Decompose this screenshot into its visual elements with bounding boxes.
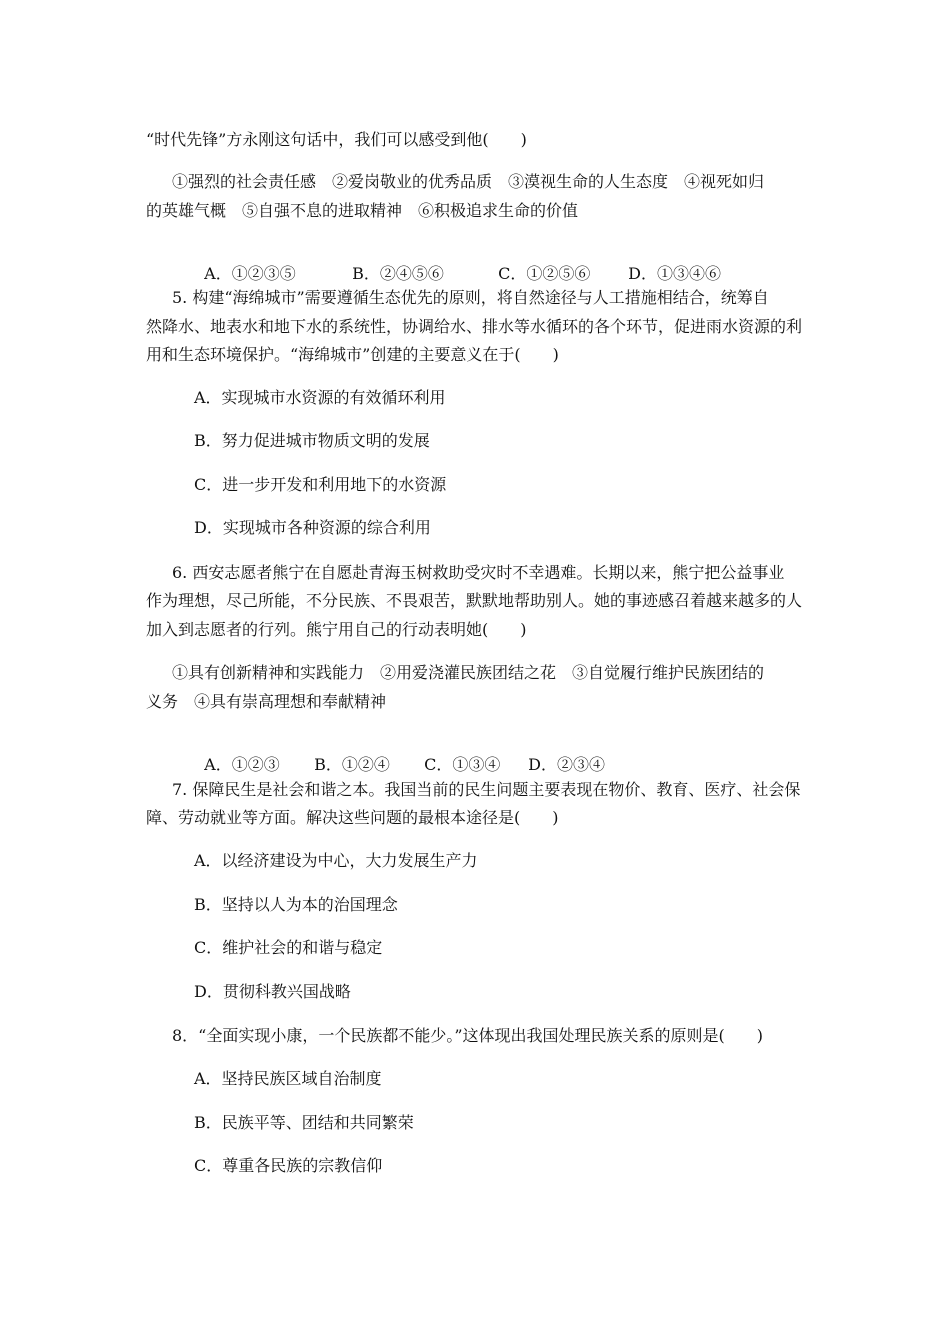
q6-statements-line2: 义务 ④具有崇高理想和奉献精神 [146,692,387,711]
q5-option-c: C．进一步开发和利用地下的水资源 [194,475,447,494]
q4-option-a: A．①②③⑤ [204,264,296,283]
q8-option-b: B．民族平等、团结和共同繁荣 [194,1113,414,1132]
q8-option-c: C．尊重各民族的宗教信仰 [194,1156,383,1175]
q7-option-a: A．以经济建设为中心，大力发展生产力 [194,851,478,870]
q5-stem-line3: 用和生态环境保护。“海绵城市”创建的主要意义在于( ) [146,345,559,364]
q5-stem-line2: 然降水、地表水和地下水的系统性，协调给水、排水等水循环的各个环节，促进雨水资源的利 [146,317,803,336]
q5-stem-line1: 5. 构建“海绵城市”需要遵循生态优先的原则，将自然途径与人工措施相结合，统筹自 [172,288,769,307]
q4-options [194,244,721,284]
q7-option-d: D．贯彻科教兴国战略 [194,982,351,1001]
q6-option-d: D．②③④ [528,755,606,774]
q7-stem-line1: 7. 保障民生是社会和谐之本。我国当前的民生问题主要表现在物价、教育、医疗、社会保 [172,780,801,799]
q5-option-a: A．实现城市水资源的有效循环利用 [194,388,446,407]
q6-option-b: B．①②④ [314,755,390,774]
q6-option-a: A．①②③ [204,755,280,774]
q8-stem-line1: 8．“全面实现小康，一个民族都不能少。”这体现出我国处理民族关系的原则是( ) [172,1026,764,1045]
q4-option-d: D．①③④⑥ [628,264,722,283]
q7-stem-line2: 障、劳动就业等方面。解决这些问题的最根本途径是( ) [146,808,559,827]
q4-statements-line2: 的英雄气概 ⑤自强不息的进取精神 ⑥积极追求生命的价值 [146,201,579,220]
q7-option-c: C．维护社会的和谐与稳定 [194,938,383,957]
q6-option-c: C．①③④ [424,755,501,774]
q6-options [194,735,605,775]
q6-statements-line1: ①具有创新精神和实践能力 ②用爱浇灌民族团结之花 ③自觉履行维护民族团结的 [172,663,765,682]
q6-stem-line1: 6. 西安志愿者熊宁在自愿赴青海玉树救助受灾时不幸遇难。长期以来，熊宁把公益事业 [172,563,785,582]
q4-option-b: B．②④⑤⑥ [352,264,444,283]
q4-statements-line1: ①强烈的社会责任感 ②爱岗敬业的优秀品质 ③漠视生命的人生态度 ④视死如归 [172,172,765,191]
q6-stem-line3: 加入到志愿者的行列。熊宁用自己的行动表明她( ) [146,620,527,639]
q7-option-b: B．坚持以人为本的治国理念 [194,895,398,914]
q5-option-b: B．努力促进城市物质文明的发展 [194,431,430,450]
q5-option-d: D．实现城市各种资源的综合利用 [194,518,431,537]
q6-stem-line2: 作为理想，尽己所能，不分民族、不畏艰苦，默默地帮助别人。她的事迹感召着越来越多的人 [146,591,803,610]
q8-option-a: A．坚持民族区域自治制度 [194,1069,382,1088]
q4-option-c: C．①②⑤⑥ [498,264,591,283]
q4-stem-tail: “时代先锋”方永刚这句话中，我们可以感受到他( ) [146,130,527,149]
